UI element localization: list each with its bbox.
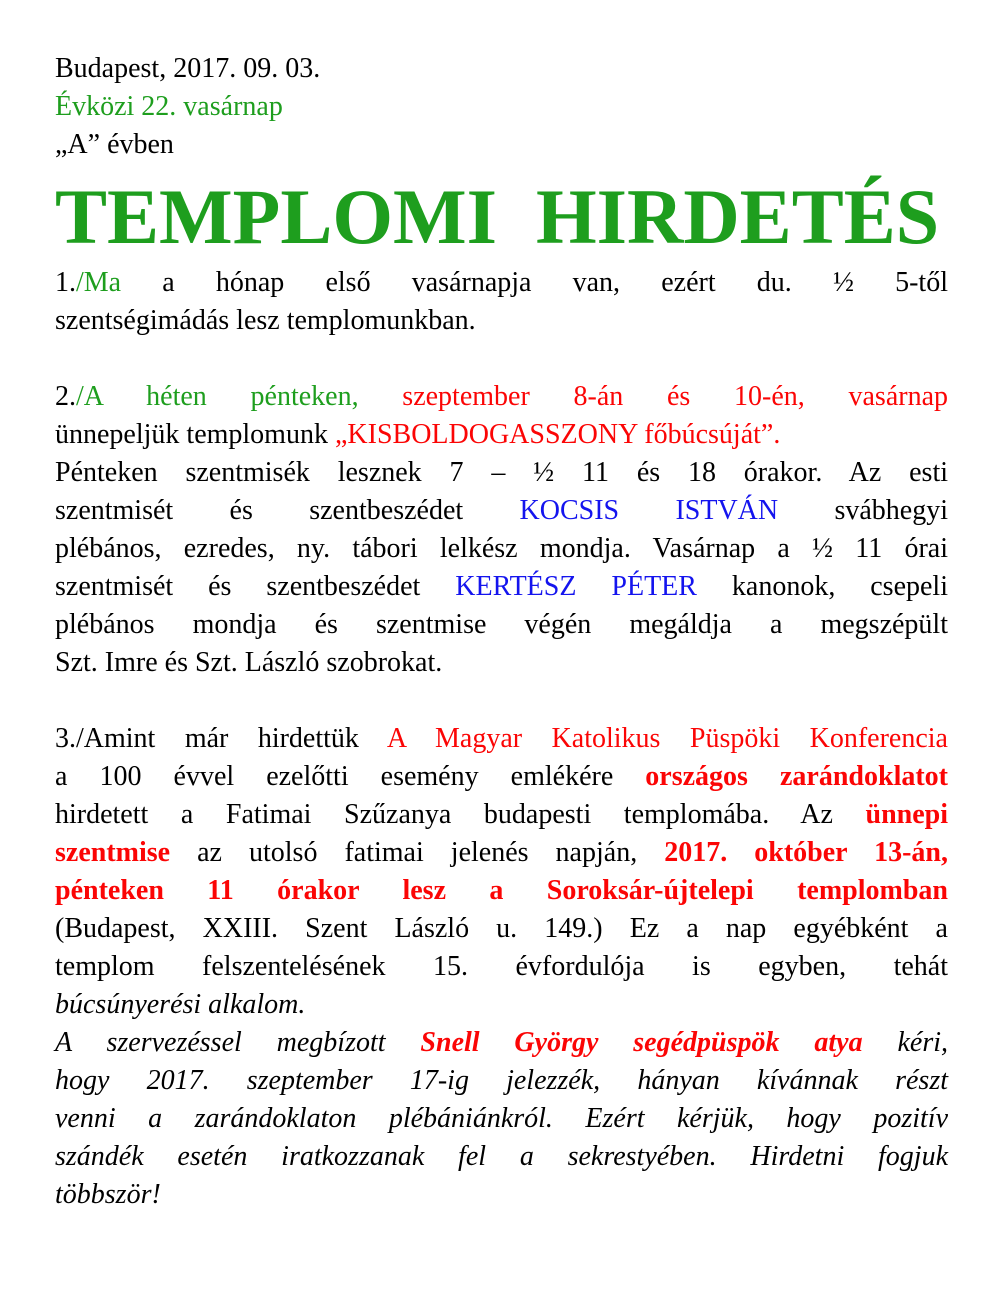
text-line [55, 948, 948, 986]
text-line [55, 606, 948, 644]
text-segment: kéri, [862, 1027, 949, 1058]
text-segment: templom felszentelésének 15. évfordulója is egyben, tehát [55, 951, 948, 982]
text-segment: plébános, ezredes, ny. tábori lelkész mondja. Vasárnap a ½ 11 órai [55, 533, 948, 564]
text-segment: szándék esetén iratkozzanak fel a sekrestyében. Hirdetni fogjuk [55, 1141, 948, 1172]
text-segment: szentmisét és szentbeszédet [55, 571, 456, 602]
text-segment: pénteken 11 órakor lesz a Soroksár-újtelepi templomban [55, 875, 948, 906]
liturgical-day: Évközi 22. vasárnap [55, 91, 283, 122]
text-line [55, 758, 948, 796]
text-line [55, 378, 948, 416]
text-segment: kanonok, csepeli [696, 571, 948, 602]
page-title: TEMPLOMI HIRDETÉS [55, 173, 940, 260]
text-segment: hirdetett a Fatimai Szűzanya budapesti templomába. Az [55, 799, 866, 830]
text-segment: 2017. október 13-án, [664, 837, 949, 868]
text-segment: plébános mondja és szentmise végén megáldja a megszépült [55, 609, 948, 640]
text-line [55, 910, 948, 948]
text-segment: Snell György segédpüspök atya [420, 1027, 863, 1058]
text-segment: A szervezéssel megbízott [55, 1027, 421, 1058]
text-segment: a hónap első vasárnapja van, ezért du. ½ 5-től [121, 267, 948, 298]
document-header [55, 50, 948, 164]
text-segment: szentmisét és szentbeszédet [55, 495, 520, 526]
text-line [55, 302, 948, 340]
text-segment: KERTÉSZ PÉTER [455, 571, 697, 602]
text-segment: búcsúnyerési alkalom. [55, 989, 306, 1020]
text-segment: 1. [55, 267, 76, 298]
text-line [55, 568, 948, 606]
text-line [55, 264, 948, 302]
text-segment: A Magyar Katolikus Püspöki Konferencia [386, 723, 948, 754]
text-segment: szentségimádás lesz templomunkban. [55, 305, 476, 336]
text-segment: venni a zarándoklaton plébániánkról. Ezért kérjük, hogy pozitív [55, 1103, 948, 1134]
text-segment: ünnepi [865, 799, 948, 830]
text-segment: a 100 évvel ezelőtti esemény emlékére [55, 761, 646, 792]
paragraph-spacer [55, 340, 948, 378]
text-segment: hogy 2017. szeptember 17-ig jelezzék, hányan kívánnak részt [55, 1065, 948, 1096]
text-line [55, 492, 948, 530]
text-line [55, 834, 948, 872]
text-line [55, 1024, 948, 1062]
text-segment: (Budapest, XXIII. Szent László u. 149.) Ez a nap egyébként a [55, 913, 948, 944]
liturgical-year: „A” évben [55, 129, 174, 160]
text-line [55, 1062, 948, 1100]
text-line [55, 454, 948, 492]
text-line [55, 720, 948, 758]
text-segment: /A héten pénteken, [76, 381, 359, 412]
text-segment: /Ma [76, 267, 122, 298]
text-segment: Szt. Imre és Szt. László szobrokat. [55, 647, 443, 678]
text-segment: 3./Amint már hirdettük [55, 723, 387, 754]
text-segment: országos zarándoklatot [645, 761, 948, 792]
document-body [55, 264, 948, 1214]
text-segment: többször! [55, 1179, 161, 1210]
text-segment: Pénteken szentmisék lesznek 7 – ½ 11 és 18 órakor. Az esti [55, 457, 948, 488]
text-line [55, 872, 948, 910]
text-line [55, 416, 948, 454]
text-line [55, 796, 948, 834]
text-segment: az utolsó fatimai jelenés napján, [170, 837, 665, 868]
text-line [55, 1100, 948, 1138]
text-line [55, 644, 948, 682]
text-line [55, 1176, 948, 1214]
text-segment: svábhegyi [778, 495, 949, 526]
text-segment: „KISBOLDOGASSZONY főbúcsúját”. [334, 419, 781, 450]
text-line [55, 986, 948, 1024]
text-segment: szentmise [55, 837, 171, 868]
text-segment: szeptember 8-án és 10-én, vasárnap [358, 381, 948, 412]
text-line [55, 1138, 948, 1176]
text-segment: ünnepeljük templomunk [55, 419, 335, 450]
paragraph-spacer [55, 682, 948, 720]
text-line [55, 530, 948, 568]
text-segment: 2. [55, 381, 76, 412]
text-segment: KOCSIS ISTVÁN [519, 495, 779, 526]
dateline: Budapest, 2017. 09. 03. [55, 53, 321, 84]
